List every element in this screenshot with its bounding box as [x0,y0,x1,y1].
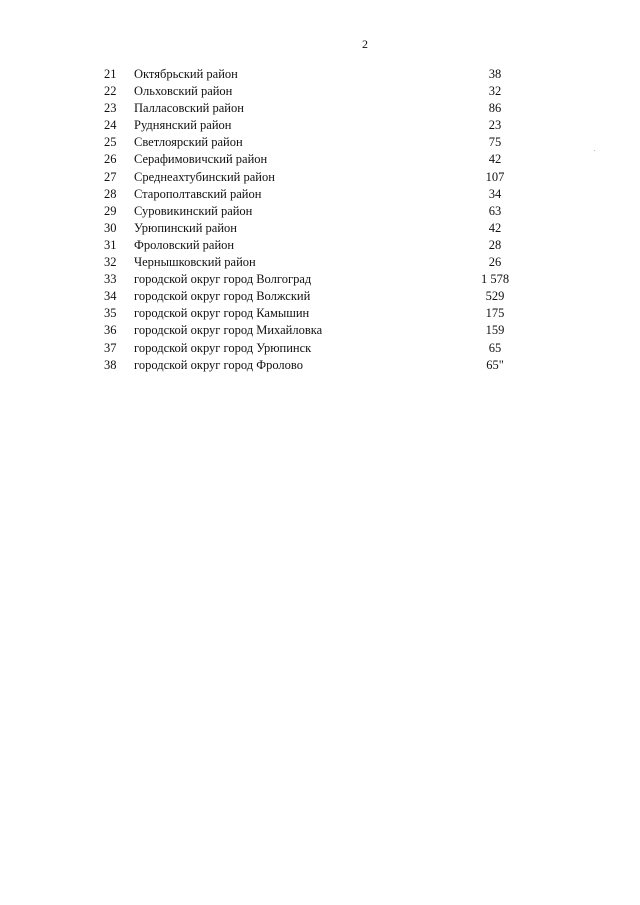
row-number: 31 [104,237,117,252]
row-value: 65 [488,340,502,355]
row-number: 25 [104,135,117,150]
scan-speck [594,150,595,151]
row-value: 42 [488,220,502,235]
table-row [0,357,640,374]
row-value: 65" [486,357,504,372]
row-value: 1 578 [480,272,510,287]
row-number: 37 [104,340,117,355]
row-number: 24 [104,118,117,133]
district-name: городской округ город Фролово [134,357,303,372]
district-name: Фроловский район [134,237,235,252]
table-row [0,66,640,83]
table-row [0,340,640,357]
row-value: 529 [485,289,505,304]
row-value: 175 [485,306,505,321]
district-name: городской округ город Волгоград [134,272,312,287]
row-value: 32 [488,84,502,99]
row-value: 63 [488,203,502,218]
district-name: Среднеахтубинский район [134,169,275,184]
row-value: 86 [488,101,502,116]
row-number: 34 [104,289,117,304]
row-number: 27 [104,169,117,184]
table-row [0,169,640,186]
district-name: Руднянский район [134,118,232,133]
row-number: 35 [104,306,117,321]
district-name: Светлоярский район [134,135,243,150]
row-value: 75 [488,135,502,150]
table-row [0,237,640,254]
district-name: Урюпинский район [134,220,237,235]
table-row [0,305,640,322]
district-name: Суровикинский район [134,203,253,218]
row-number: 32 [104,255,117,270]
table-row [0,100,640,117]
row-number: 30 [104,220,117,235]
district-name: Чернышковский район [134,255,256,270]
row-value: 34 [488,186,502,201]
table-row [0,288,640,305]
row-value: 38 [488,67,502,81]
district-name: городской округ город Волжский [134,289,311,304]
table-row [0,220,640,237]
row-number: 21 [104,67,117,81]
table-row [0,117,640,134]
row-value: 107 [485,169,505,184]
row-number: 29 [104,203,117,218]
row-number: 38 [104,357,117,372]
district-name: городской округ город Урюпинск [134,340,312,355]
table-row [0,271,640,288]
row-value: 28 [488,237,502,252]
row-number: 26 [104,152,117,167]
district-name: Октябрьский район [134,67,238,81]
row-number: 22 [104,84,117,99]
row-value: 42 [488,152,502,167]
table-row [0,134,640,151]
district-table [0,66,640,374]
district-name: городской округ город Михайловка [134,323,323,338]
row-number: 28 [104,186,117,201]
row-value: 23 [488,118,502,133]
row-number: 36 [104,323,117,338]
table-row [0,151,640,168]
row-value: 159 [485,323,505,338]
district-name: городской округ город Камышин [134,306,310,321]
district-name: Ольховский район [134,84,233,99]
page-number: 2 [362,37,368,51]
district-name: Старополтавский район [134,186,262,201]
row-number: 23 [104,101,117,116]
table-row [0,83,640,100]
district-name: Палласовский район [134,101,244,116]
row-number: 33 [104,272,117,287]
table-row [0,203,640,220]
table-row [0,322,640,339]
district-name: Серафимовичский район [134,152,268,167]
row-value: 26 [488,255,502,270]
table-row [0,254,640,271]
table-row [0,186,640,203]
